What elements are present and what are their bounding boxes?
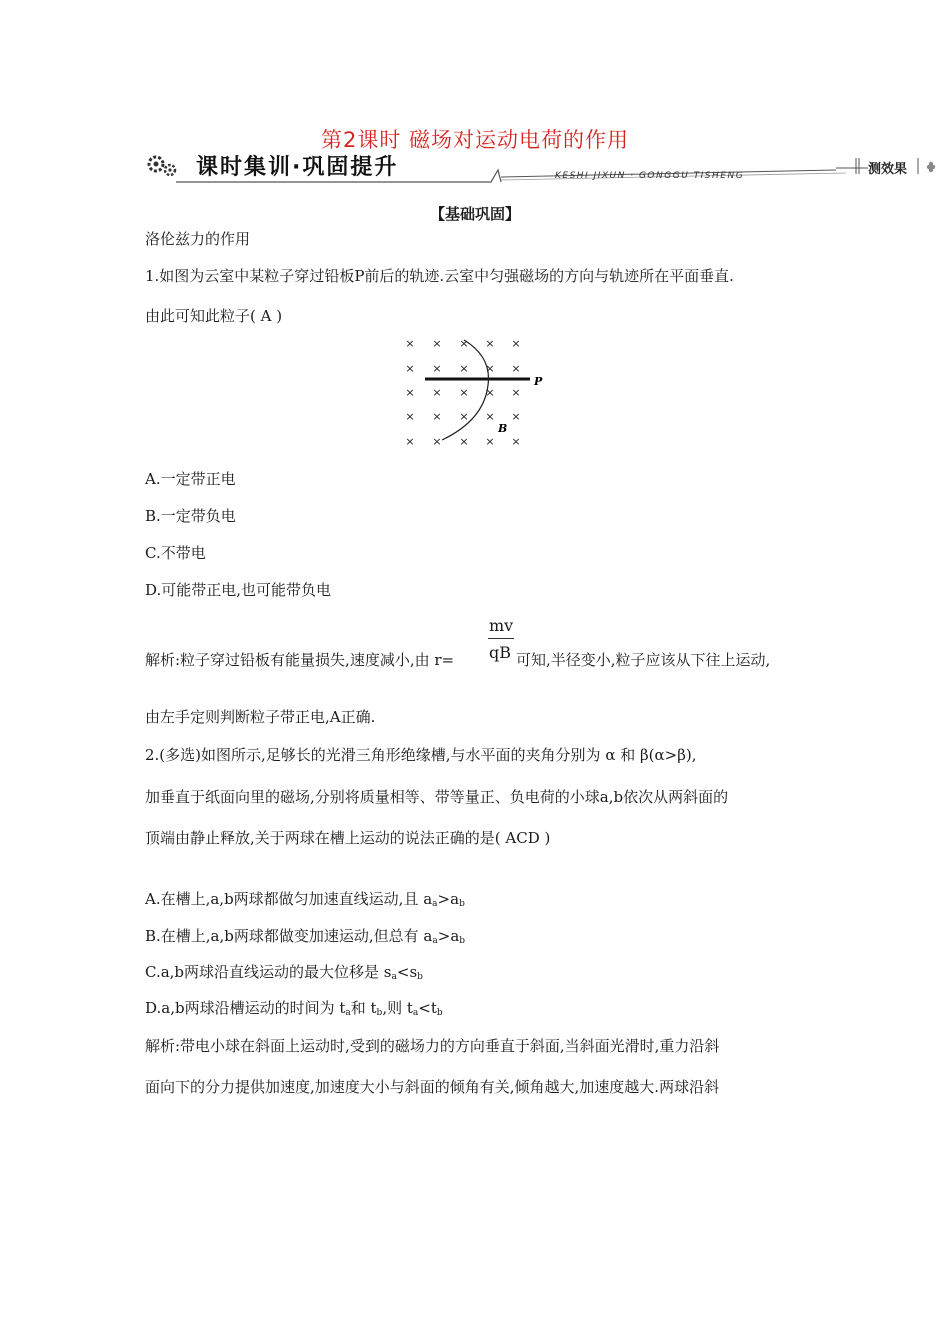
- svg-text:×: ×: [405, 410, 415, 423]
- svg-text:×: ×: [432, 410, 442, 423]
- svg-text:×: ×: [485, 386, 495, 399]
- svg-text:×: ×: [459, 386, 469, 399]
- q2-stem-line3: 顶端由静止释放,关于两球在槽上运动的说法正确的是( ACD ): [145, 829, 551, 847]
- topic-label: 洛伦兹力的作用: [145, 230, 251, 248]
- q1-option-d: D.可能带正电,也可能带负电: [145, 581, 332, 599]
- fraction-numerator: mv: [489, 616, 514, 635]
- q2-option-d: D.a,b两球沿槽运动的时间为 $t_a$和 $t_b$,则 $t_a<t_b$: [145, 999, 443, 1018]
- svg-text:×: ×: [459, 435, 469, 448]
- svg-text:×: ×: [405, 362, 415, 375]
- svg-text:×: ×: [511, 435, 521, 448]
- svg-text:×: ×: [432, 362, 442, 375]
- lesson-title: 第2课时 磁场对运动电荷的作用: [320, 128, 630, 152]
- q2-option-c: C.a,b两球沿直线运动的最大位移是 $s_a<s_b$: [145, 963, 423, 982]
- svg-text:×: ×: [405, 386, 415, 399]
- svg-text:×: ×: [485, 362, 495, 375]
- svg-text:×: ×: [432, 386, 442, 399]
- q1-analysis-suffix: 可知,半径变小,粒子应该从下往上运动,: [516, 651, 771, 669]
- gear-icon: [149, 157, 175, 175]
- q1-option-c: C.不带电: [145, 544, 206, 562]
- cloud-chamber-figure: [400, 335, 550, 450]
- svg-text:×: ×: [485, 435, 495, 448]
- svg-text:×: ×: [485, 337, 495, 350]
- svg-text:×: ×: [405, 337, 415, 350]
- svg-text:×: ×: [432, 435, 442, 448]
- q1-option-b: B.一定带负电: [145, 507, 236, 525]
- svg-text:×: ×: [459, 362, 469, 375]
- section-heading: 【基础巩固】: [429, 205, 520, 223]
- q2-stem-line1: 2.(多选)如图所示,足够长的光滑三角形绝缘槽,与水平面的夹角分别为 α 和 β(α>β),: [145, 746, 697, 764]
- q1-analysis-line2: 由左手定则判断粒子带正电,A正确.: [145, 708, 376, 726]
- fraction-bar: [488, 638, 514, 639]
- q2-option-b: B.在槽上,a,b两球都做变加速运动,但总有 $a_a>a_b$: [145, 927, 466, 946]
- q1-analysis-prefix: 解析:粒子穿过铅板有能量损失,速度减小,由 r=: [145, 651, 455, 669]
- q1-stem-line2: 由此可知此粒子( A ): [145, 307, 283, 325]
- banner-title: 课时集训·巩固提升: [196, 155, 399, 180]
- fraction-denominator: qB: [489, 643, 511, 662]
- svg-text:×: ×: [432, 337, 442, 350]
- svg-text:×: ×: [511, 362, 521, 375]
- q2-analysis-line2: 面向下的分力提供加速度,加速度大小与斜面的倾角有关,倾角越大,加速度越大.两球沿斜: [145, 1078, 720, 1096]
- svg-text:×: ×: [511, 386, 521, 399]
- svg-text:×: ×: [511, 337, 521, 350]
- q1-stem-line1: 1.如图为云室中某粒子穿过铅板P前后的轨迹.云室中匀强磁场的方向与轨迹所在平面垂直.: [145, 267, 734, 285]
- q1-option-a: A.一定带正电: [145, 470, 236, 488]
- svg-text:×: ×: [459, 410, 469, 423]
- svg-text:×: ×: [511, 410, 521, 423]
- banner-subtitle: KESHI JIXUN · GONGGU TISHENG: [555, 171, 745, 181]
- svg-text:×: ×: [485, 410, 495, 423]
- banner-brand: 测效果: [868, 162, 908, 177]
- svg-text:×: ×: [459, 337, 469, 350]
- plate-label: P: [534, 375, 543, 388]
- q2-analysis-line1: 解析:带电小球在斜面上运动时,受到的磁场力的方向垂直于斜面,当斜面光滑时,重力沿斜: [145, 1037, 720, 1055]
- svg-text:×: ×: [405, 435, 415, 448]
- q2-option-a: A.在槽上,a,b两球都做匀加速直线运动,且 $a_a>a_b$: [145, 890, 465, 909]
- field-label: B: [498, 422, 508, 435]
- flower-icon: [927, 162, 935, 172]
- q2-stem-line2: 加垂直于纸面向里的磁场,分别将质量相等、带等量正、负电荷的小球a,b依次从两斜面的: [145, 788, 729, 806]
